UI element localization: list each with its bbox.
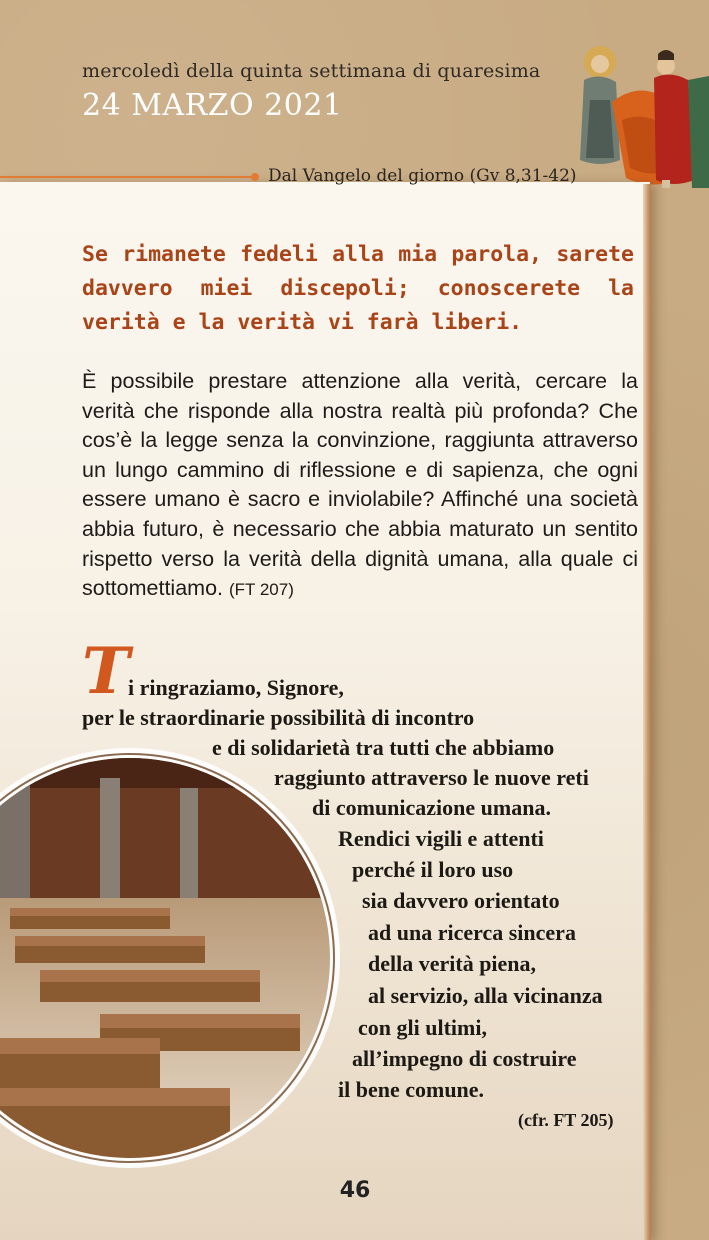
coffins-photo xyxy=(0,748,340,1168)
prayer-drop-cap: T xyxy=(82,634,130,709)
prayer-line: al servizio, alla vicinanza xyxy=(368,983,603,1008)
prayer-line: ad una ricerca sincera xyxy=(368,920,576,945)
prayer-line: raggiunto attraverso le nuove reti xyxy=(274,765,589,790)
prayer-line: e di solidarietà tra tutti che abbiamo xyxy=(212,735,555,760)
source-divider-line xyxy=(0,176,256,178)
prayer-line: i ringraziamo, Signore, xyxy=(128,675,344,700)
prayer-line: della verità piena, xyxy=(368,951,537,976)
prayer-line: per le straordinarie possibilità di incontro xyxy=(82,705,475,730)
prayer-line: all’impegno di costruire xyxy=(352,1046,577,1071)
prayer-line: sia davvero orientato xyxy=(362,888,560,913)
prayer-line: Rendici vigili e attenti xyxy=(338,826,544,851)
page-edge xyxy=(643,184,651,1240)
painting-illustration xyxy=(570,40,709,188)
gospel-source: Dal Vangelo del giorno (Gv 8,31-42) xyxy=(268,166,577,186)
prayer-reference: (cfr. FT 205) xyxy=(518,1110,614,1130)
commentary-text: È possibile prestare attenzione alla verità, cercare la verità che risponde alla nostra realtà più profonda? Che cos’è la legge senza la convinzione, raggiunta attraverso un lungo cammino di riflessione e di sapienza, che ogni essere umano è sacro e inviolabile? Affinché una società abbia futuro, è necessario che abbia maturato un sentito rispetto verso la verità della dignità umana, alla quale ci sottomettiamo. xyxy=(82,369,638,601)
commentary-paragraph xyxy=(82,367,638,605)
gospel-verse: Se rimanete fedeli alla mia parola, sarete davvero miei discepoli; conoscerete la verità e la verità vi farà liberi. xyxy=(82,242,634,335)
prayer-line: di comunicazione umana. xyxy=(312,795,551,820)
page-number: 46 xyxy=(339,1178,371,1203)
date-title: 24 MARZO 2021 xyxy=(82,88,343,123)
prayer-line: il bene comune. xyxy=(338,1077,485,1102)
prayer-line: perché il loro uso xyxy=(352,857,514,882)
source-bullet-dot xyxy=(251,173,259,181)
prayer-line: con gli ultimi, xyxy=(358,1015,487,1040)
commentary-reference: (FT 207) xyxy=(228,580,294,600)
liturgical-day-label: mercoledì della quinta settimana di quaresima xyxy=(82,60,541,82)
